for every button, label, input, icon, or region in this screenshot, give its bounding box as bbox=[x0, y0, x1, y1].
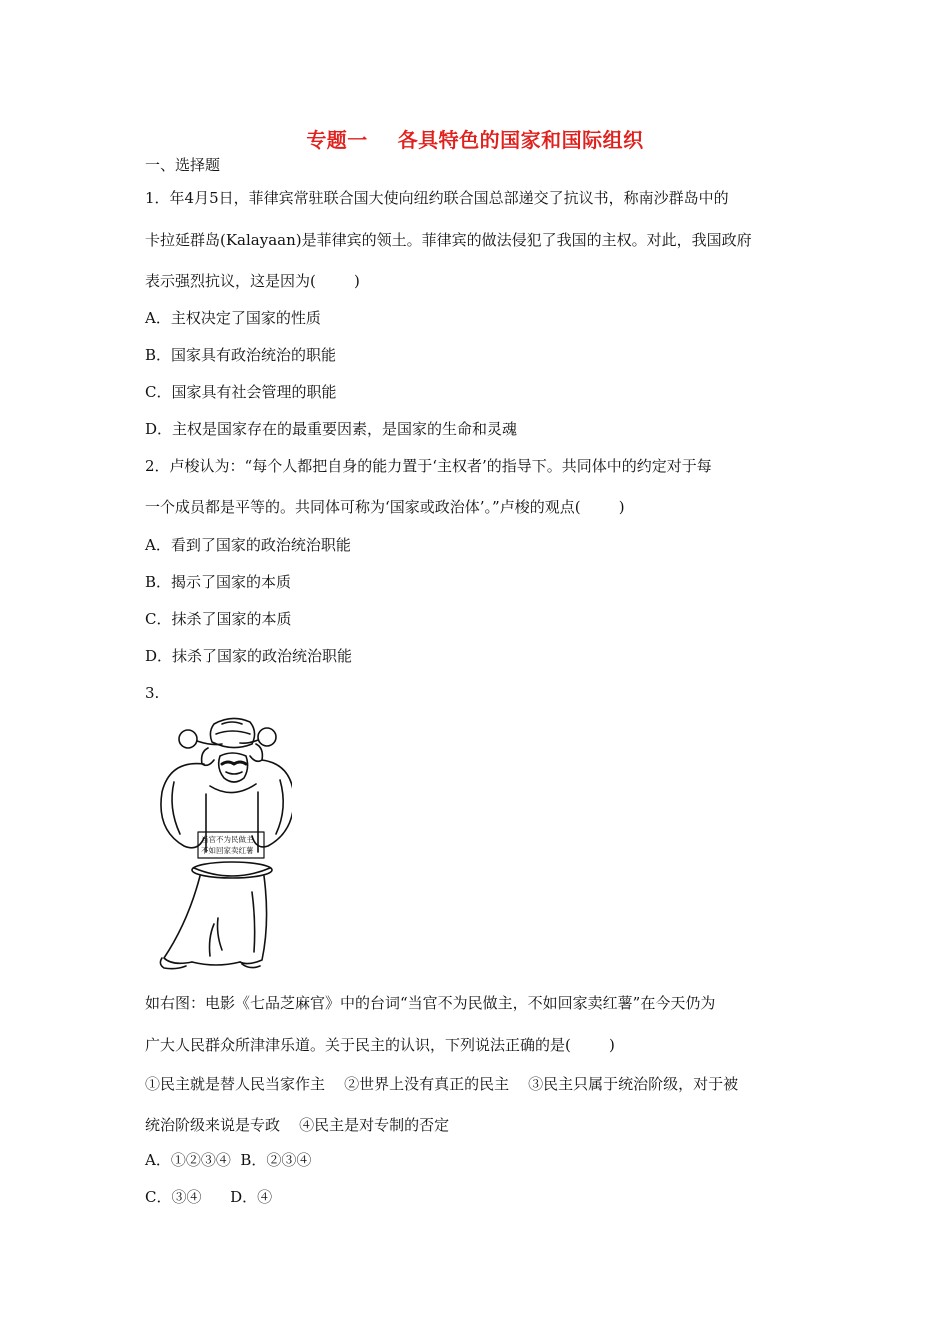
q1-option-c: C．国家具有社会管理的职能 bbox=[145, 383, 337, 401]
hat-wing-right bbox=[258, 728, 276, 746]
q2-stem-line-1: 2．卢梭认为：“每个人都把自身的能力置于‘主权者’的指导下。共同体中的约定对于每 bbox=[145, 457, 712, 475]
q3-statements-line-2: 统治阶级来说是专政 ④民主是对专制的否定 bbox=[145, 1116, 450, 1134]
q1-stem-line-1: 1．年4月5日，菲律宾常驻联合国大使向纽约联合国总部递交了抗议书，称南沙群岛中的 bbox=[145, 189, 729, 207]
q1-option-b: B．国家具有政治统治的职能 bbox=[145, 346, 337, 364]
q2-option-a: A．看到了国家的政治统治职能 bbox=[145, 536, 351, 554]
q2-option-b: B．揭示了国家的本质 bbox=[145, 573, 292, 591]
q1-option-d: D．主权是国家存在的最重要因素，是国家的生命和灵魂 bbox=[145, 420, 518, 438]
q3-options-row-1: A．①②③④ B．②③④ bbox=[145, 1151, 312, 1169]
q1-option-a: A．主权决定了国家的性质 bbox=[145, 309, 321, 327]
q2-option-d: D．抹杀了国家的政治统治职能 bbox=[145, 647, 353, 665]
official-illustration bbox=[152, 712, 292, 974]
q3-statements-line-1: ①民主就是替人民当家作主 ②世界上没有真正的民主 ③民主只属于统治阶级，对于被 bbox=[145, 1075, 739, 1093]
sign-text-2: 不如回家卖红薯 bbox=[201, 846, 254, 855]
q3-options-row-2: C．③④ D．④ bbox=[145, 1188, 273, 1206]
q1-stem-line-3: 表示强烈抗议，这是因为( ) bbox=[145, 272, 360, 290]
q3-stem-line-2: 广大人民群众所津津乐道。关于民主的认识，下列说法正确的是( ) bbox=[145, 1036, 615, 1054]
hat-wing-left bbox=[179, 730, 197, 748]
sign-text-1: 当官不为民做主 bbox=[201, 835, 254, 844]
q2-option-c: C．抹杀了国家的本质 bbox=[145, 610, 292, 628]
q1-stem-line-2: 卡拉延群岛(Kalayaan)是菲律宾的领土。菲律宾的做法侵犯了我国的主权。对此，我国政府 bbox=[145, 231, 752, 249]
q3-number: 3. bbox=[145, 684, 160, 702]
q2-stem-line-2: 一个成员都是平等的。共同体可称为‘国家或政治体’。”卢梭的观点( ) bbox=[145, 498, 625, 516]
page-title: 专题一 各具特色的国家和国际组织 bbox=[306, 128, 644, 152]
section-heading: 一、选择题 bbox=[145, 156, 221, 174]
q3-stem-line-1: 如右图：电影《七品芝麻官》中的台词“当官不为民做主，不如回家卖红薯”在今天仍为 bbox=[145, 994, 716, 1012]
